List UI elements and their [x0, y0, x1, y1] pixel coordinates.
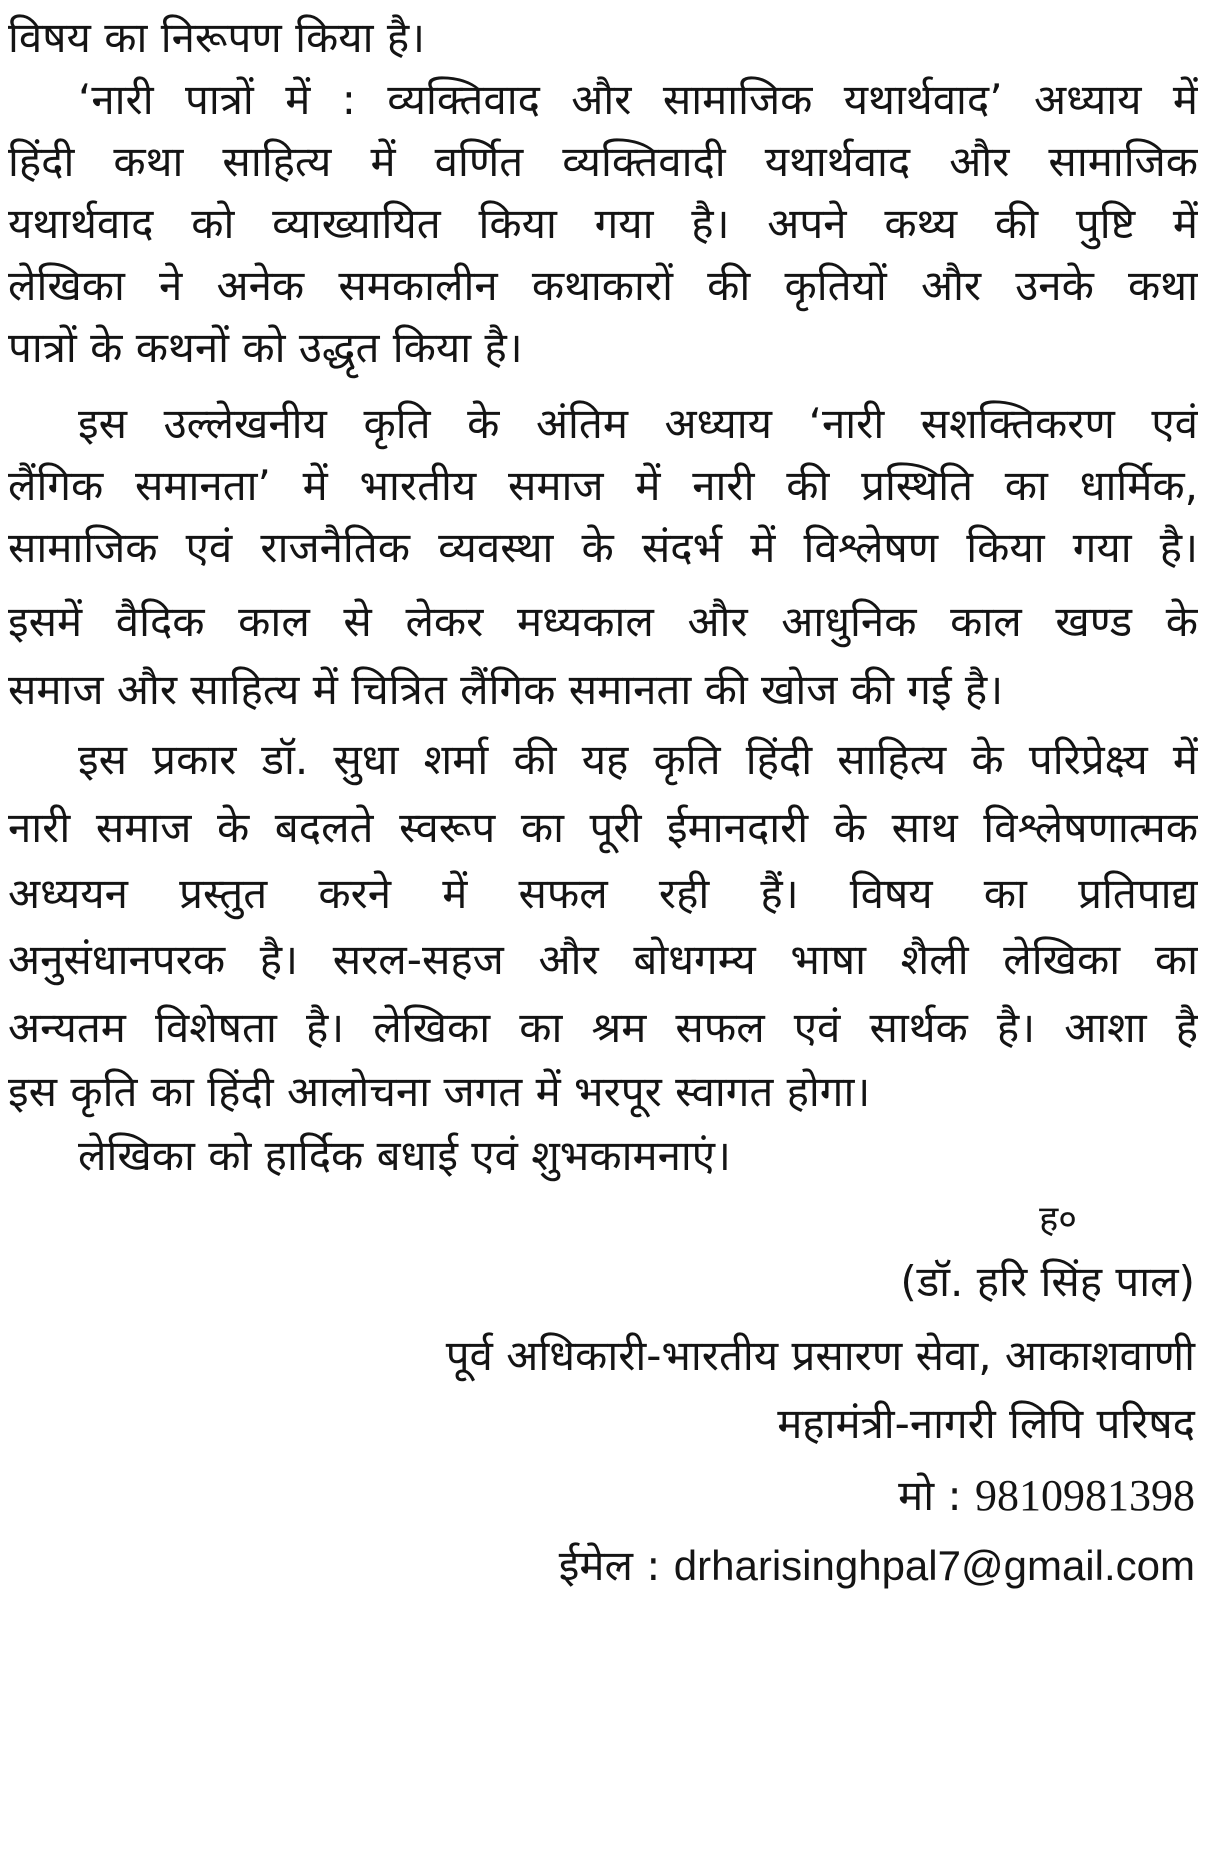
body-line: यथार्थवाद को व्याख्यायित किया गया है। अपने कथ्य की पुष्टि में	[8, 199, 1198, 248]
body-line: विषय का निरूपण किया है।	[8, 13, 426, 62]
body-line: पात्रों के कथनों को उद्धृत किया है।	[8, 323, 523, 372]
signature-name: (डॉ. हरि सिंह पाल)	[900, 1257, 1195, 1306]
body-line: नारी समाज के बदलते स्वरूप का पूरी ईमानदारी के साथ विश्लेषणात्मक	[8, 803, 1198, 852]
body-line: इस उल्लेखनीय कृति के अंतिम अध्याय ‘नारी सशक्तिकरण एवं	[78, 399, 1198, 448]
body-line: लेखिका ने अनेक समकालीन कथाकारों की कृतियों और उनके कथा	[8, 261, 1198, 310]
body-line: लैंगिक समानता’ में भारतीय समाज में नारी की प्रस्थिति का धार्मिक,	[8, 461, 1198, 510]
email-label: ईमेल :	[558, 1541, 661, 1590]
phone-label: मो :	[898, 1471, 962, 1520]
body-line: अन्यतम विशेषता है। लेखिका का श्रम सफल एवं सार्थक है। आशा है	[8, 1003, 1198, 1052]
body-line: समाज और साहित्य में चित्रित लैंगिक समानता की खोज की गई है।	[8, 665, 1004, 714]
body-line: इसमें वैदिक काल से लेकर मध्यकाल और आधुनिक काल खण्ड के	[8, 597, 1198, 646]
body-line: इस कृति का हिंदी आलोचना जगत में भरपूर स्वागत होगा।	[8, 1067, 871, 1116]
email-line	[559, 1528, 1195, 1604]
signature-mark: ह०	[1039, 1199, 1077, 1240]
email-address: drharisinghpal7@gmail.com	[673, 1542, 1195, 1589]
signature-organization: महामंत्री-नागरी लिपि परिषद	[777, 1399, 1195, 1448]
body-line: लेखिका को हार्दिक बधाई एवं शुभकामनाएं।	[78, 1131, 731, 1180]
body-line: अध्ययन प्रस्तुत करने में सफल रही हैं। विषय का प्रतिपाद्य	[8, 869, 1198, 918]
body-line: ‘नारी पात्रों में : व्यक्तिवाद और सामाजिक यथार्थवाद’ अध्याय में	[78, 75, 1198, 124]
body-line: इस प्रकार डॉ. सुधा शर्मा की यह कृति हिंदी साहित्य के परिप्रेक्ष्य में	[78, 735, 1198, 784]
body-line: सामाजिक एवं राजनैतिक व्यवस्था के संदर्भ में विश्लेषण किया गया है।	[8, 523, 1198, 572]
signature-designation: पूर्व अधिकारी-भारतीय प्रसारण सेवा, आकाशवाणी	[445, 1331, 1195, 1380]
phone-line	[898, 1458, 1195, 1534]
body-line: हिंदी कथा साहित्य में वर्णित व्यक्तिवादी यथार्थवाद और सामाजिक	[8, 137, 1198, 186]
body-line: अनुसंधानपरक है। सरल-सहज और बोधगम्य भाषा शैली लेखिका का	[8, 935, 1198, 984]
phone-number: 9810981398	[975, 1471, 1195, 1520]
